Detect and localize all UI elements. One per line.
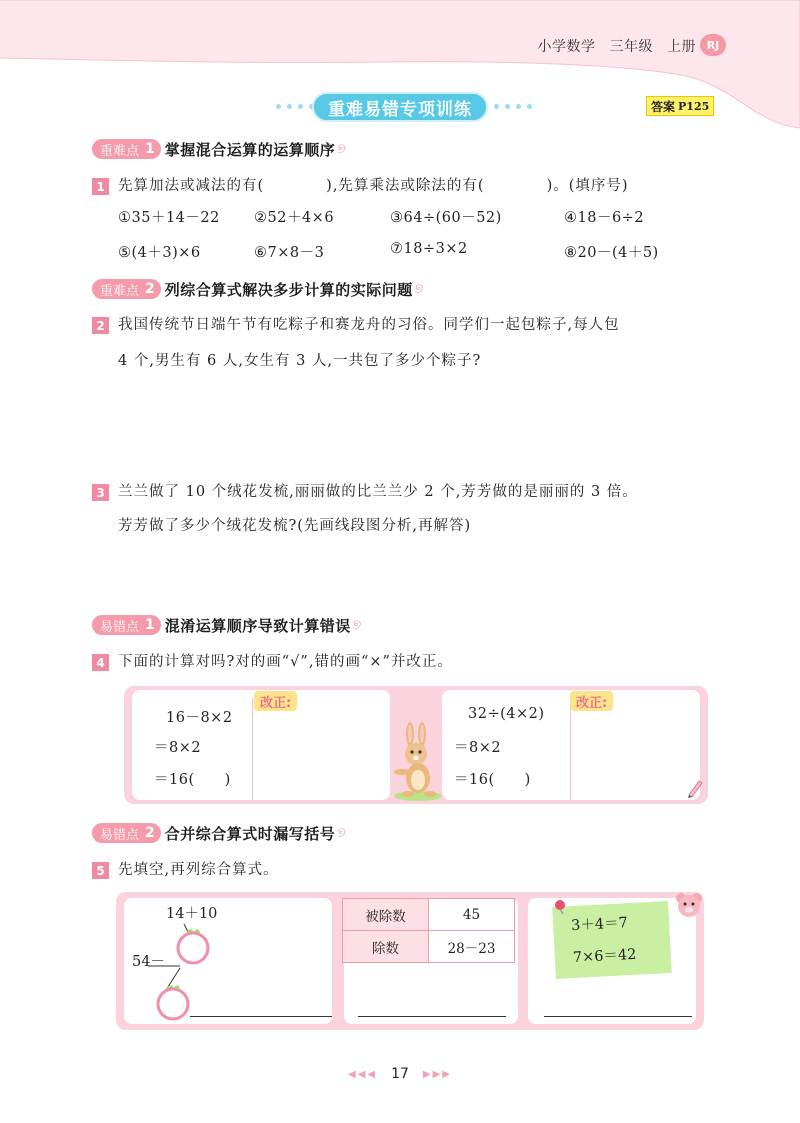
expression-5: ⑤(4＋3)×6 xyxy=(118,245,201,261)
section-tag-num: 2 xyxy=(145,825,155,841)
question-number-2: 2 xyxy=(92,317,109,334)
table-row xyxy=(343,899,515,931)
section-tag xyxy=(92,139,161,159)
section-tag-num: 1 xyxy=(145,141,155,157)
section-title: 混淆运算顺序导致计算错误 xyxy=(164,616,351,635)
section-title: 掌握混合运算的运算顺序 xyxy=(164,140,336,159)
answer-ref: P125 xyxy=(678,99,710,113)
arrow-left-icon: ◀◀◀ xyxy=(348,1068,378,1080)
card-divider xyxy=(570,698,571,800)
question-3-line-2: 芳芳做了多少个绒花发梳?(先画线段图分析,再解答) xyxy=(118,518,472,534)
title-dots-left xyxy=(276,104,314,109)
question-5-text: 先填空,再列综合算式。 xyxy=(118,862,279,878)
table-value-dividend: 45 xyxy=(429,899,515,931)
calc-right-line-1: 32÷(4×2) xyxy=(468,706,545,722)
curl-icon: ୭ xyxy=(337,141,346,157)
expression-6: ⑥7×8－3 xyxy=(254,245,325,261)
question-number-4: 4 xyxy=(92,654,109,671)
note-line-2: 7×6＝42 xyxy=(572,946,637,967)
table-value-divisor: 28－23 xyxy=(429,931,515,963)
question-4-panel xyxy=(124,686,708,804)
expression-8: ⑧20－(4＋5) xyxy=(564,245,659,261)
header-info xyxy=(538,36,697,56)
title-wrap xyxy=(272,92,528,122)
curl-icon: ୭ xyxy=(337,825,346,841)
answer-line[interactable] xyxy=(358,1016,506,1017)
page-footer xyxy=(0,1066,800,1082)
rabbit-illustration xyxy=(390,722,444,802)
section-title: 列综合算式解决多步计算的实际问题 xyxy=(164,280,413,299)
tree-left-expression: 54－ xyxy=(132,954,165,970)
note-line-1: 3＋4＝7 xyxy=(570,915,629,935)
table-header-dividend: 被除数 xyxy=(343,899,429,931)
question-number-5: 5 xyxy=(92,862,109,879)
expression-1: ①35＋14－22 xyxy=(118,210,220,226)
section-tag xyxy=(92,615,161,635)
calc-left-line-2: ＝8×2 xyxy=(154,740,202,756)
calc-left-judge[interactable]: ＝16( ) xyxy=(154,772,231,788)
section-tag-label: 易错点 xyxy=(100,619,140,635)
section-tag xyxy=(92,279,161,299)
calc-right-line-2: ＝8×2 xyxy=(454,740,502,756)
section-key-2 xyxy=(92,278,423,300)
arrow-right-icon: ▶▶▶ xyxy=(422,1068,452,1080)
fix-label-right: 改正: xyxy=(570,691,613,711)
pencil-icon xyxy=(686,778,704,798)
question-1-expressions xyxy=(118,206,708,262)
section-tag-label: 易错点 xyxy=(100,827,140,843)
expression-3: ③64÷(60－52) xyxy=(390,210,502,226)
answer-circle-2[interactable] xyxy=(152,982,192,1022)
question-1-text: 先算加法或减法的有( ),先算乘法或除法的有( )。(填序号) xyxy=(118,178,629,194)
question-3-line-1: 兰兰做了 10 个绒花发梳,丽丽做的比兰兰少 2 个,芳芳做的是丽丽的 3 倍。 xyxy=(118,484,638,500)
section-tag-label: 重难点 xyxy=(100,143,140,159)
tree-card xyxy=(124,898,332,1024)
expression-2: ②52＋4×6 xyxy=(254,210,335,226)
calc-left-line-1: 16－8×2 xyxy=(166,710,233,726)
section-key-1 xyxy=(92,138,346,160)
question-number-1: 1 xyxy=(92,178,109,195)
fix-label-left: 改正: xyxy=(254,691,297,711)
curl-icon: ୭ xyxy=(352,617,362,633)
expression-7: ⑦18÷3×2 xyxy=(390,241,468,257)
title-dots-right xyxy=(494,104,532,109)
answer-label: 答案 xyxy=(651,99,676,114)
page-number: 17 xyxy=(391,1066,409,1082)
card-divider xyxy=(252,698,253,800)
calc-card-right xyxy=(442,690,700,800)
division-table xyxy=(342,898,515,963)
answer-line[interactable] xyxy=(544,1016,692,1017)
expression-4: ④18－6÷2 xyxy=(564,210,645,226)
question-number-3: 3 xyxy=(92,484,109,501)
section-tag-num: 2 xyxy=(145,281,155,297)
question-2-line-2: 4 个,男生有 6 人,女生有 3 人,一共包了多少个粽子? xyxy=(118,353,482,369)
section-title: 合并综合算式时漏写括号 xyxy=(164,824,336,843)
answer-circle-1[interactable] xyxy=(172,926,212,966)
question-4-text: 下面的计算对吗?对的画“√”,错的画“×”并改正。 xyxy=(118,654,453,670)
section-tag xyxy=(92,823,161,843)
section-error-2 xyxy=(92,822,346,844)
curl-icon: ୭ xyxy=(414,281,424,297)
edition-badge: RJ xyxy=(700,34,726,56)
section-tag-num: 1 xyxy=(145,617,155,633)
section-error-1 xyxy=(92,614,361,636)
pin-icon xyxy=(552,898,568,914)
bear-icon xyxy=(674,890,704,920)
calc-right-judge[interactable]: ＝16( ) xyxy=(454,772,531,788)
answer-line[interactable] xyxy=(190,1016,332,1017)
table-card xyxy=(344,898,518,1024)
header-subject: 小学数学 xyxy=(537,39,596,55)
calc-card-left xyxy=(132,690,390,800)
question-2-line-1: 我国传统节日端午节有吃粽子和赛龙舟的习俗。同学们一起包粽子,每人包 xyxy=(118,317,620,333)
header-grade: 三年级 xyxy=(609,39,653,55)
page-title: 重难易错专项训练 xyxy=(312,92,488,122)
table-header-divisor: 除数 xyxy=(343,931,429,963)
header-volume: 上册 xyxy=(667,39,696,55)
table-row xyxy=(343,931,515,963)
section-tag-label: 重难点 xyxy=(100,283,140,299)
sticky-note xyxy=(552,901,672,979)
answer-tag[interactable] xyxy=(646,96,714,116)
tree-top-expression: 14＋10 xyxy=(166,906,218,922)
